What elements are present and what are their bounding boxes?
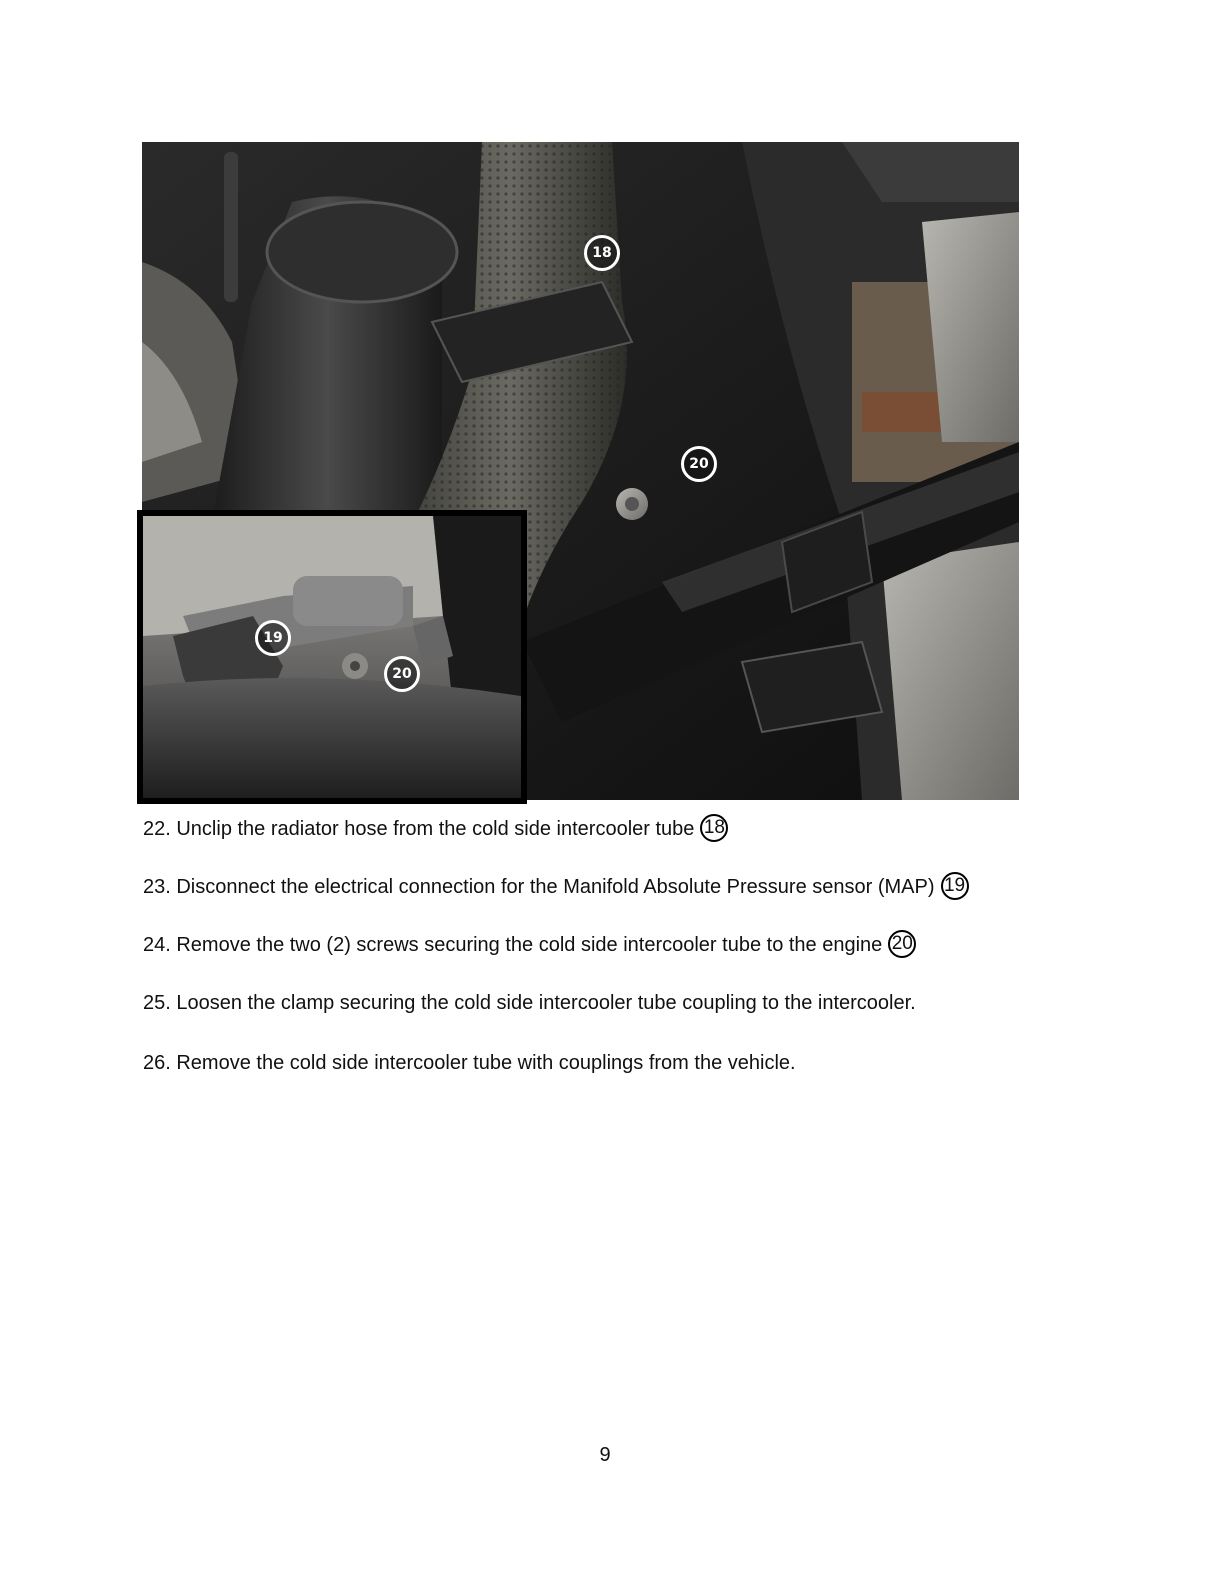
step-24 [143, 930, 916, 960]
reference-number: 18 [700, 814, 728, 842]
callout-20: 20 [681, 446, 717, 482]
step-text: 24. Remove the two (2) screws securing the cold side intercooler tube to the engine [143, 934, 883, 956]
page-number: 9 [599, 1444, 611, 1466]
step-text: 23. Disconnect the electrical connection for the Manifold Absolute Pressure sensor (MAP) [143, 876, 935, 898]
callout-20-inset: 20 [384, 656, 420, 692]
step-23 [143, 872, 969, 902]
inset-photo [137, 510, 527, 804]
reference-number: 20 [888, 930, 916, 958]
reference-number: 19 [941, 872, 969, 900]
step-text: 22. Unclip the radiator hose from the cold side intercooler tube [143, 818, 695, 840]
step-text: 26. Remove the cold side intercooler tube with couplings from the vehicle. [143, 1052, 796, 1074]
step-25 [143, 988, 916, 1018]
callout-19: 19 [255, 620, 291, 656]
step-26 [143, 1048, 796, 1078]
step-text: 25. Loosen the clamp securing the cold side intercooler tube coupling to the intercooler. [143, 992, 916, 1014]
callout-18: 18 [584, 235, 620, 271]
step-22 [143, 814, 728, 844]
inset-photo-illustration [143, 516, 521, 798]
